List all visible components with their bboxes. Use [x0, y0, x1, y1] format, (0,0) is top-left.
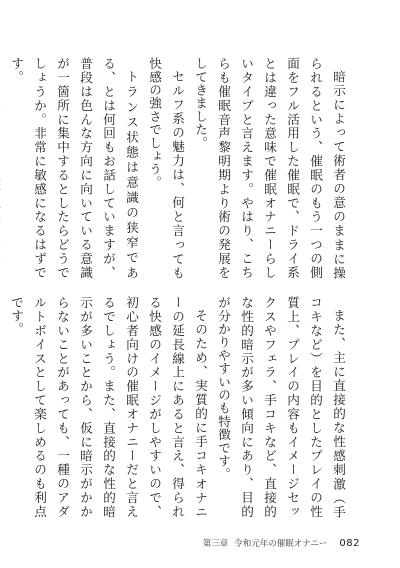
paragraph: そのため、実質的に手コキオナニーの延長線上にあると言え、得られる快感のイメージがしやすいので、初心者向けの催眠オナニーだと言えるでしょう。また、直接的な性的暗示が多いことから、仮に暗示がかからないことがあっても、一種のアダルトボイスとして楽しめるのも利点です。 — [9, 296, 208, 518]
paragraph: トランス状態は意識の狭窄である、とは何回もお話していますが、普段は色んな方向に向いている意識が一箇所に集中するとしたらどうでしょうか。非常に敏感になるはずです。 — [9, 57, 139, 279]
paragraph: 暗示によって術者の意のままに操られるという、催眠のもう一つの側面をフル活用した催眠で、ドライ系とは違った意味で催眠オナニーらしいタイプと言えます。やはり、こちらも催眠音声黎明期より術の発展をしてきました。 — [193, 57, 346, 279]
lower-text-block — [9, 296, 350, 518]
paragraph: セルフ系の魅力は、何と言っても快感の強さでしょう。 — [147, 57, 185, 279]
chapter-label: 第三章 — [202, 539, 229, 549]
paragraph — [0, 57, 5, 279]
page-number: 082 — [339, 537, 360, 549]
upper-text-block — [9, 57, 350, 279]
section-title: 令和元年の催眠オナニー — [234, 539, 328, 549]
paragraph: また、主に直接的な性感刺激（手コキなど）を目的としたプレイの性質上、プレイの内容もイメージセックスやフェラ、手コキなど、直接的な性的暗示が多い傾向にあり、目的が分かりやすいのも特徴です。 — [216, 296, 346, 518]
page-footer — [203, 536, 360, 550]
